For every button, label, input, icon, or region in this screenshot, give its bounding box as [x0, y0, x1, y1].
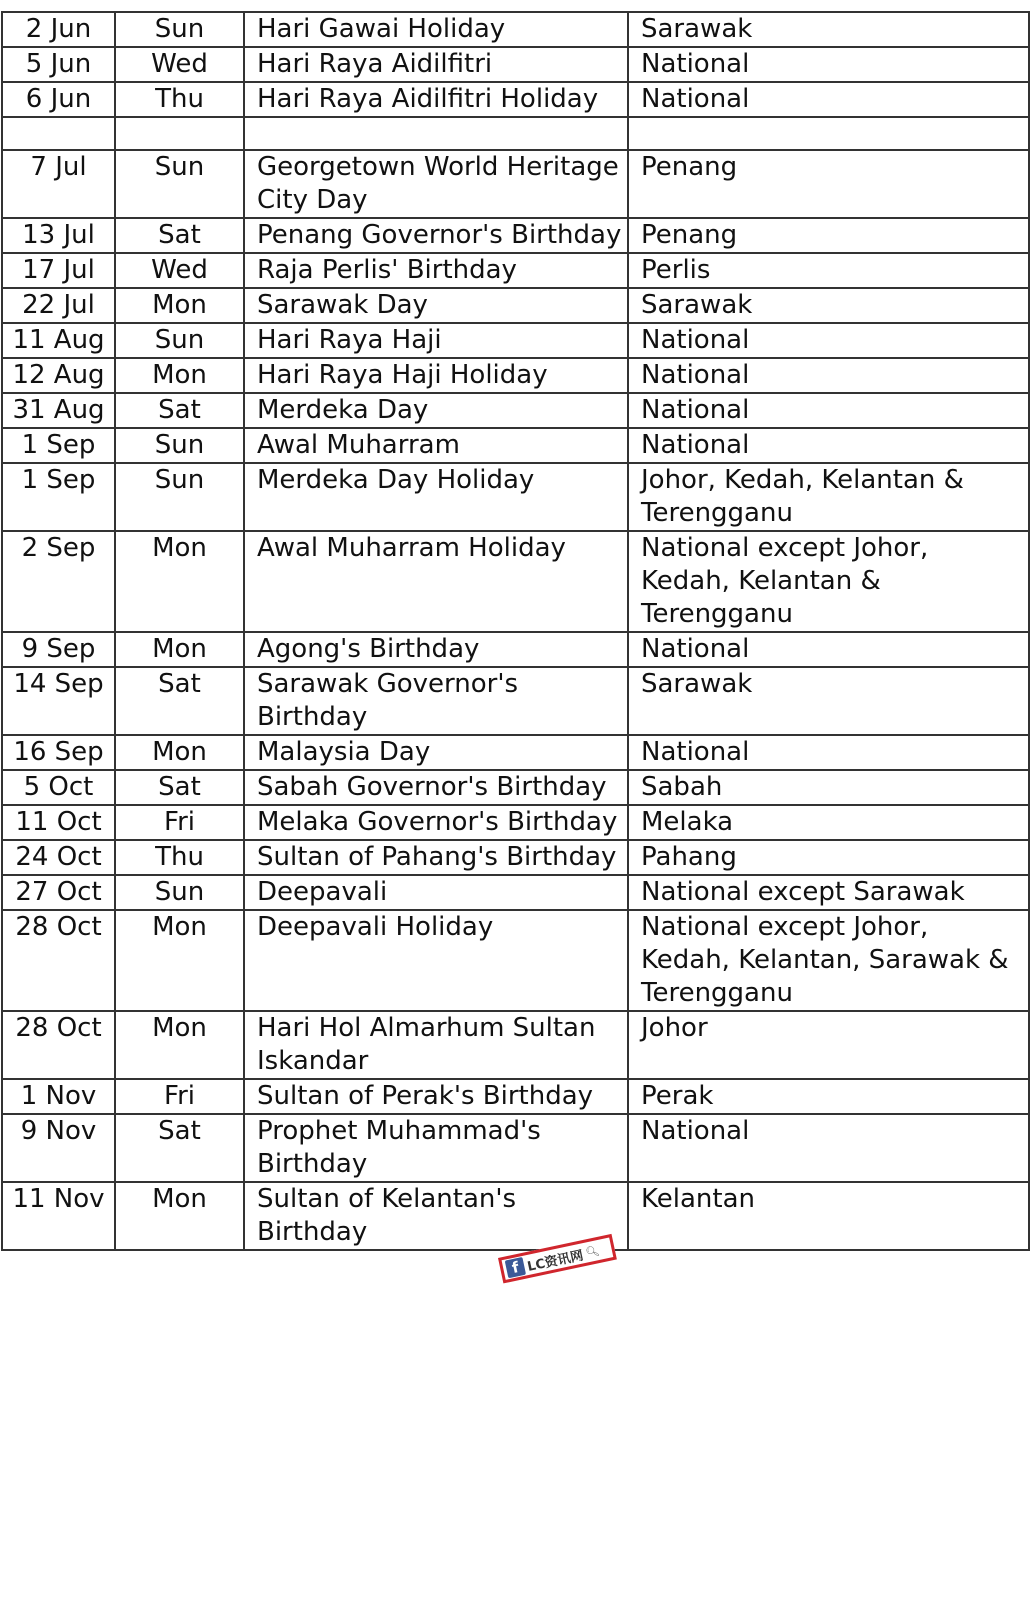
table-row [2, 12, 1029, 47]
date-cell: 28 Oct [2, 910, 115, 1011]
region-cell: Sarawak [628, 667, 1029, 735]
day-cell: Mon [115, 632, 244, 667]
date-cell: 11 Aug [2, 323, 115, 358]
date-cell: 5 Oct [2, 770, 115, 805]
holiday-name-cell: Agong's Birthday [244, 632, 628, 667]
holiday-name-cell: Melaka Governor's Birthday [244, 805, 628, 840]
date-cell: 9 Nov [2, 1114, 115, 1182]
holiday-name-cell: Sultan of Perak's Birthday [244, 1079, 628, 1114]
day-cell: Thu [115, 82, 244, 117]
day-cell: Sat [115, 393, 244, 428]
table-row [2, 1182, 1029, 1250]
date-cell: 1 Nov [2, 1079, 115, 1114]
date-cell [2, 117, 115, 150]
holiday-table-body [2, 12, 1029, 1250]
day-cell: Fri [115, 805, 244, 840]
search-icon: 🔍︎ [584, 1243, 601, 1260]
day-cell: Wed [115, 253, 244, 288]
date-cell: 11 Nov [2, 1182, 115, 1250]
day-cell [115, 117, 244, 150]
table-row [2, 1011, 1029, 1079]
region-cell: National [628, 47, 1029, 82]
table-row [2, 288, 1029, 323]
region-cell: Sarawak [628, 12, 1029, 47]
day-cell: Mon [115, 531, 244, 632]
holiday-name-cell: Sarawak Governor's Birthday [244, 667, 628, 735]
table-row [2, 1079, 1029, 1114]
day-cell: Fri [115, 1079, 244, 1114]
region-cell: Penang [628, 218, 1029, 253]
table-row [2, 805, 1029, 840]
holiday-name-cell: Deepavali [244, 875, 628, 910]
date-cell: 1 Sep [2, 463, 115, 531]
day-cell: Mon [115, 288, 244, 323]
holiday-name-cell: Merdeka Day [244, 393, 628, 428]
date-cell: 24 Oct [2, 840, 115, 875]
day-cell: Sat [115, 667, 244, 735]
region-cell: National [628, 82, 1029, 117]
region-cell: Johor [628, 1011, 1029, 1079]
date-cell: 11 Oct [2, 805, 115, 840]
date-cell: 9 Sep [2, 632, 115, 667]
region-cell: National [628, 632, 1029, 667]
date-cell: 2 Jun [2, 12, 115, 47]
table-row [2, 531, 1029, 632]
holiday-table-wrapper [1, 11, 1030, 1251]
region-cell: Kelantan [628, 1182, 1029, 1250]
region-cell: National except Sarawak [628, 875, 1029, 910]
holiday-name-cell [244, 117, 628, 150]
holiday-name-cell: Hari Raya Aidilfitri [244, 47, 628, 82]
public-holiday-table [1, 11, 1030, 1251]
region-cell: Sabah [628, 770, 1029, 805]
day-cell: Mon [115, 1011, 244, 1079]
day-cell: Sun [115, 875, 244, 910]
holiday-name-cell: Deepavali Holiday [244, 910, 628, 1011]
table-row [2, 150, 1029, 218]
holiday-name-cell: Malaysia Day [244, 735, 628, 770]
holiday-name-cell: Hari Raya Aidilfitri Holiday [244, 82, 628, 117]
day-cell: Sat [115, 218, 244, 253]
table-row [2, 910, 1029, 1011]
day-cell: Sun [115, 428, 244, 463]
day-cell: Sat [115, 770, 244, 805]
date-cell: 16 Sep [2, 735, 115, 770]
holiday-name-cell: Prophet Muhammad's Birthday [244, 1114, 628, 1182]
date-cell: 6 Jun [2, 82, 115, 117]
holiday-name-cell: Sultan of Kelantan's Birthday [244, 1182, 628, 1250]
table-row [2, 253, 1029, 288]
day-cell: Wed [115, 47, 244, 82]
date-cell: 7 Jul [2, 150, 115, 218]
date-cell: 28 Oct [2, 1011, 115, 1079]
date-cell: 31 Aug [2, 393, 115, 428]
table-row [2, 82, 1029, 117]
holiday-name-cell: Sabah Governor's Birthday [244, 770, 628, 805]
day-cell: Mon [115, 735, 244, 770]
date-cell: 2 Sep [2, 531, 115, 632]
date-cell: 27 Oct [2, 875, 115, 910]
holiday-name-cell: Raja Perlis' Birthday [244, 253, 628, 288]
facebook-icon: f [505, 1257, 526, 1278]
table-row [2, 323, 1029, 358]
region-cell: Melaka [628, 805, 1029, 840]
table-row-empty [2, 117, 1029, 150]
table-row [2, 770, 1029, 805]
date-cell: 14 Sep [2, 667, 115, 735]
region-cell: Johor, Kedah, Kelantan & Terengganu [628, 463, 1029, 531]
region-cell: National [628, 323, 1029, 358]
region-cell: Perak [628, 1079, 1029, 1114]
table-row [2, 667, 1029, 735]
day-cell: Sun [115, 323, 244, 358]
day-cell: Sun [115, 463, 244, 531]
table-row [2, 735, 1029, 770]
holiday-name-cell: Awal Muharram Holiday [244, 531, 628, 632]
date-cell: 12 Aug [2, 358, 115, 393]
table-row [2, 632, 1029, 667]
holiday-name-cell: Hari Raya Haji [244, 323, 628, 358]
region-cell: National except Johor, Kedah, Kelantan & Terengganu [628, 531, 1029, 632]
region-cell: Sarawak [628, 288, 1029, 323]
table-row [2, 393, 1029, 428]
watermark-text: LC资讯网 [525, 1247, 585, 1275]
table-row [2, 47, 1029, 82]
table-row [2, 218, 1029, 253]
region-cell: Penang [628, 150, 1029, 218]
region-cell: Pahang [628, 840, 1029, 875]
region-cell: National except Johor, Kedah, Kelantan, Sarawak & Terengganu [628, 910, 1029, 1011]
date-cell: 13 Jul [2, 218, 115, 253]
day-cell: Sat [115, 1114, 244, 1182]
holiday-name-cell: Hari Hol Almarhum Sultan Iskandar [244, 1011, 628, 1079]
holiday-name-cell: Awal Muharram [244, 428, 628, 463]
date-cell: 17 Jul [2, 253, 115, 288]
holiday-name-cell: Hari Raya Haji Holiday [244, 358, 628, 393]
day-cell: Mon [115, 910, 244, 1011]
date-cell: 5 Jun [2, 47, 115, 82]
date-cell: 1 Sep [2, 428, 115, 463]
region-cell: Perlis [628, 253, 1029, 288]
region-cell [628, 117, 1029, 150]
region-cell: National [628, 1114, 1029, 1182]
region-cell: National [628, 393, 1029, 428]
day-cell: Thu [115, 840, 244, 875]
region-cell: National [628, 358, 1029, 393]
holiday-name-cell: Georgetown World Heritage City Day [244, 150, 628, 218]
day-cell: Sun [115, 150, 244, 218]
table-row [2, 840, 1029, 875]
table-row [2, 875, 1029, 910]
day-cell: Mon [115, 358, 244, 393]
holiday-name-cell: Hari Gawai Holiday [244, 12, 628, 47]
holiday-name-cell: Merdeka Day Holiday [244, 463, 628, 531]
table-row [2, 1114, 1029, 1182]
holiday-name-cell: Sarawak Day [244, 288, 628, 323]
table-row [2, 428, 1029, 463]
day-cell: Mon [115, 1182, 244, 1250]
date-cell: 22 Jul [2, 288, 115, 323]
region-cell: National [628, 428, 1029, 463]
table-row [2, 463, 1029, 531]
day-cell: Sun [115, 12, 244, 47]
holiday-name-cell: Sultan of Pahang's Birthday [244, 840, 628, 875]
table-row [2, 358, 1029, 393]
holiday-name-cell: Penang Governor's Birthday [244, 218, 628, 253]
region-cell: National [628, 735, 1029, 770]
